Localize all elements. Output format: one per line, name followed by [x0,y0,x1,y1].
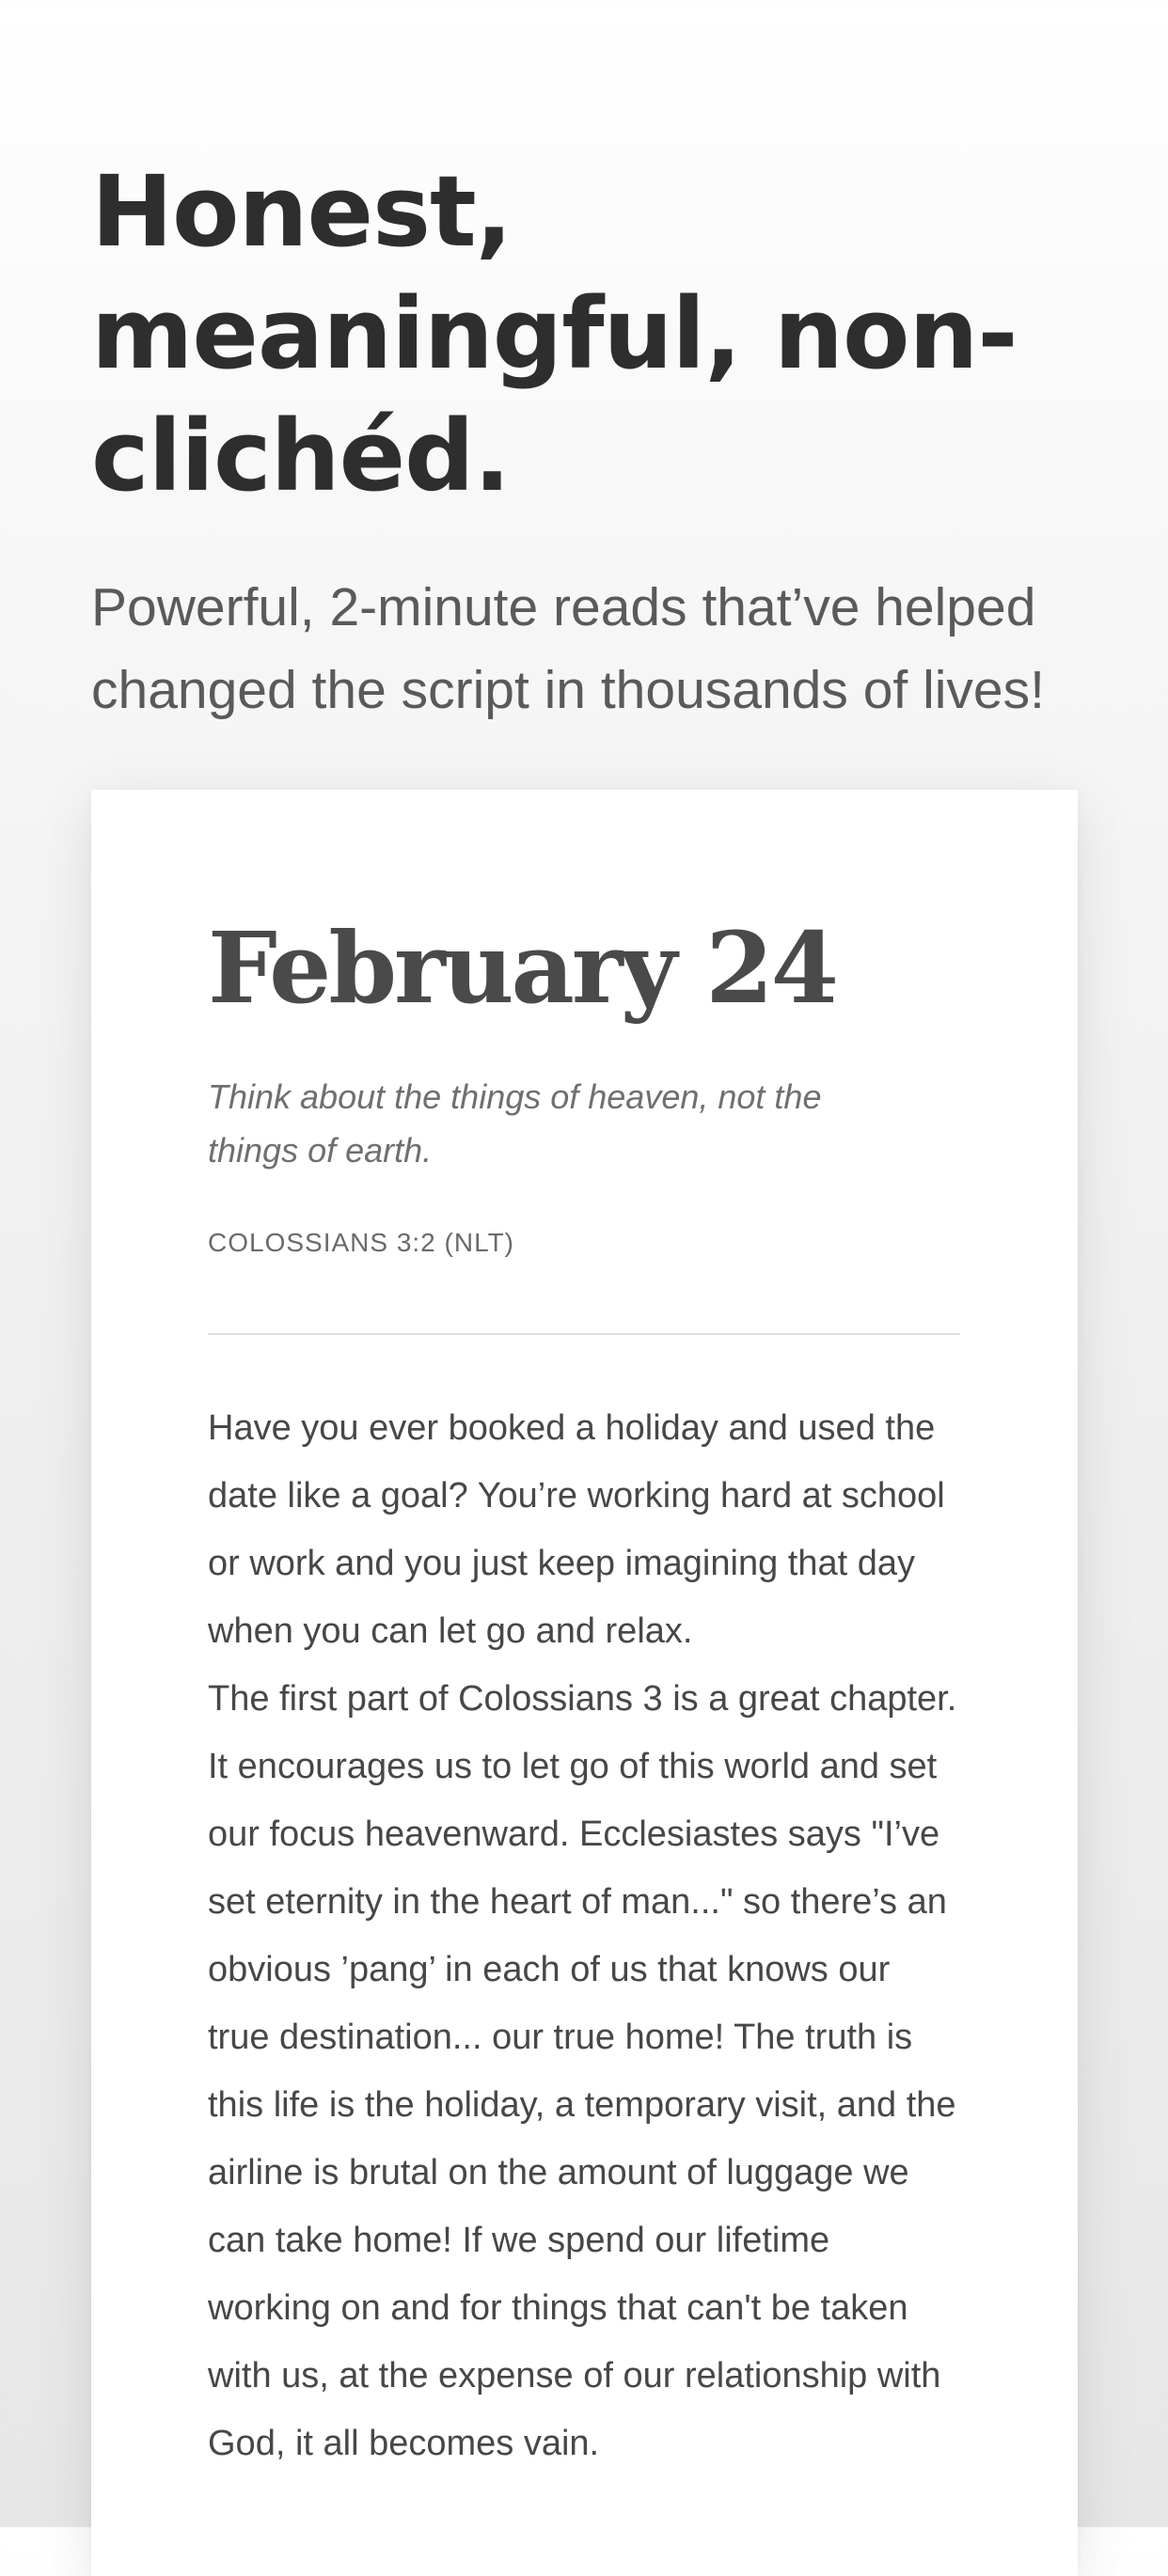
hero-headline: Honest, meaningful, non-clichéd. [91,154,1018,513]
devotional-card [91,790,1078,2576]
body-paragraph: Have you ever booked a holiday and used the date like a goal? You’re working hard at school or work and you just keep imagining that day when you can let go and relax. [208,1408,945,1651]
hero-subhead: Powerful, 2-minute reads that’ve helped changed the script in thousands of lives! [91,577,1045,720]
hero-section [91,150,1135,731]
divider [208,1333,960,1335]
devotional-body [208,1394,960,2477]
body-paragraph: The first part of Colossians 3 is a great chapter. It encourages us to let go of this world and set our focus heavenward. Ecclesiastes says "I’ve set eternity in the heart of man..." so there’s an obvious ’pang’ in each of us that knows our true destination... our true home! The truth is this life is the holiday, a temporary visit, and the airline is brutal on the amount of luggage we can take home! If we spend our lifetime working on and for things that can't be taken with us, at the expense of our relationship with God, it all becomes vain. [208,1679,957,2463]
verse-text: Think about the things of heaven, not the things of earth. [208,1077,822,1170]
verse-reference: COLOSSIANS 3:2 (NLT) [208,1228,515,1257]
devotional-date: February 24 [208,910,836,1026]
